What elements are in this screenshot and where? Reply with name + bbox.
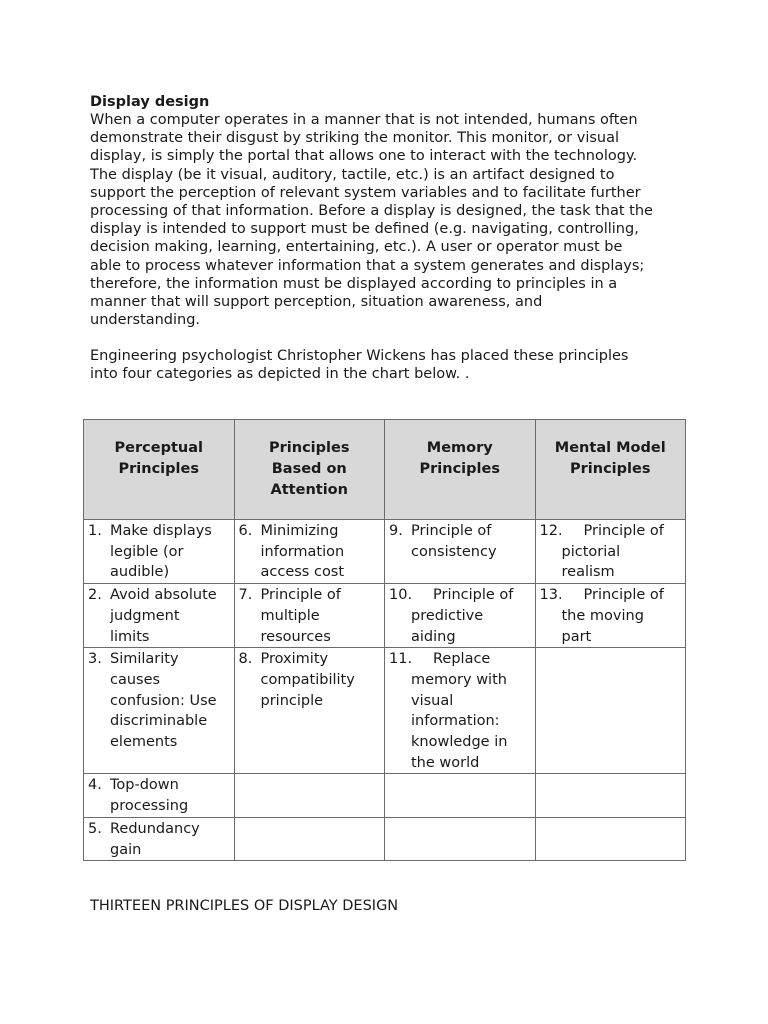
principle-text-line: the moving: [561, 607, 644, 624]
principle-text-line: multiple: [260, 607, 320, 624]
principle-item: [88, 775, 230, 816]
intro-paragraph: [90, 111, 690, 329]
principles-table: [83, 419, 686, 861]
text-line: display, is simply the portal that allows one to interact with the technology.: [90, 148, 638, 165]
principle-text-line: Principle of: [260, 587, 341, 604]
text-line: display is intended to support must be defined (e.g. navigating, controlling,: [90, 221, 639, 238]
principle-text: [110, 775, 230, 816]
principle-text-line: aiding: [411, 628, 456, 645]
principle-item: [239, 585, 381, 647]
table-cell: [535, 817, 686, 860]
table-row: [84, 584, 686, 648]
principle-text-line: knowledge in: [411, 734, 508, 751]
table-cell: [234, 520, 385, 584]
text-line: When a computer operates in a manner that is not intended, humans often: [90, 112, 638, 128]
table-cell: [535, 774, 686, 817]
principle-text-line: information:: [411, 713, 500, 730]
principle-text-line: causes: [110, 671, 161, 688]
principle-text-line: Similarity: [110, 651, 179, 668]
table-cell: [385, 520, 536, 584]
principle-text-line: information: [260, 543, 345, 560]
column-header: [84, 420, 235, 520]
text-line: The display (be it visual, auditory, tactile, etc.) is an artifact designed to: [90, 166, 615, 183]
principle-number: 6.: [238, 523, 253, 539]
principle-text-line: gain: [110, 841, 142, 858]
principle-item: [88, 819, 230, 860]
principle-number: 13.: [539, 587, 563, 604]
principle-item: [88, 585, 230, 647]
text-line: support the perception of relevant system variables and to facilitate further: [90, 184, 641, 201]
wickens-paragraph: [90, 347, 690, 383]
principle-number: 3.: [88, 651, 102, 668]
principle-number: 1.: [88, 523, 102, 539]
principle-item: [540, 585, 682, 647]
table-cell: [535, 520, 686, 584]
principle-text-line: part: [561, 628, 592, 645]
principle-number: 8.: [238, 651, 253, 668]
table-caption: THIRTEEN PRINCIPLES OF DISPLAY DESIGN: [90, 898, 399, 914]
column-header-line: Principles: [269, 440, 350, 456]
column-header: [385, 420, 536, 520]
table-cell: [385, 774, 536, 817]
principle-number: 2.: [88, 587, 102, 604]
principle-text-line: audible): [110, 564, 170, 581]
table-cell: [234, 774, 385, 817]
column-header-line: Principles: [118, 461, 199, 477]
principle-text: [561, 521, 682, 583]
table-cell: [234, 584, 385, 648]
table-row: [84, 817, 686, 860]
principle-text-line: Principle of: [583, 587, 664, 604]
principle-text-line: Replace: [433, 651, 491, 668]
principle-text: [110, 585, 230, 647]
column-header-line: Perceptual: [114, 440, 203, 456]
text-line: able to process whatever information that a system generates and displays;: [90, 257, 645, 274]
principle-text-line: Principle of: [411, 523, 492, 539]
table-row: [84, 520, 686, 584]
principle-text: [261, 521, 381, 583]
column-header-line: Memory: [426, 440, 493, 456]
principle-text: [561, 585, 682, 647]
principle-text-line: predictive: [411, 607, 484, 624]
principle-text-line: principle: [260, 692, 324, 709]
principle-text: [411, 585, 531, 647]
principle-text-line: Top-down: [110, 777, 179, 794]
text-line: demonstrate their disgust by striking the monitor. This monitor, or visual: [90, 130, 620, 147]
principle-text-line: realism: [561, 564, 615, 581]
principle-number: 5.: [88, 820, 102, 837]
text-line: understanding.: [90, 312, 201, 329]
table-cell: [535, 584, 686, 648]
column-header-line: Based on: [271, 461, 347, 477]
table-cell: [385, 584, 536, 648]
table-cell: [385, 817, 536, 860]
principle-text-line: Principle of: [583, 523, 664, 539]
principle-text-line: pictorial: [561, 543, 621, 560]
principle-item: [540, 521, 682, 583]
principle-text: [110, 819, 230, 860]
column-header-line: Mental Model: [554, 440, 666, 456]
principle-text-line: consistency: [411, 543, 497, 560]
principle-text: [110, 521, 230, 583]
column-header: [535, 420, 686, 520]
table-cell: [84, 648, 235, 774]
principle-number: 4.: [88, 777, 102, 794]
table-cell: [84, 584, 235, 648]
principle-text-line: discriminable: [110, 713, 208, 730]
principle-text-line: resources: [260, 628, 331, 645]
table-row: [84, 648, 686, 774]
table-cell: [84, 520, 235, 584]
principle-text-line: the world: [411, 754, 480, 771]
table-cell: [535, 648, 686, 774]
principle-item: [389, 521, 531, 562]
table-cell: [385, 648, 536, 774]
page-title: Display design: [90, 94, 210, 110]
principle-text-line: judgment: [110, 607, 180, 624]
principle-text-line: limits: [110, 628, 150, 645]
principle-text-line: access cost: [260, 564, 345, 581]
table-cell: [234, 648, 385, 774]
principle-text-line: Redundancy: [110, 820, 200, 837]
principle-item: [389, 585, 531, 647]
column-header-line: Attention: [270, 482, 348, 498]
principle-text-line: elements: [110, 734, 178, 751]
principle-number: 7.: [238, 587, 253, 604]
principle-text-line: compatibility: [260, 671, 355, 688]
principle-text-line: visual: [411, 692, 454, 709]
principle-text-line: memory with: [411, 671, 507, 688]
principle-item: [239, 521, 381, 583]
table-cell: [84, 817, 235, 860]
text-line: into four categories as depicted in the chart below. .: [90, 366, 470, 383]
text-line: decision making, learning, entertaining, etc.). A user or operator must be: [90, 239, 623, 256]
principle-item: [389, 649, 531, 773]
principle-number: 12.: [539, 523, 563, 539]
principle-number: 9.: [389, 523, 403, 539]
principle-item: [239, 649, 381, 711]
table-header-row: [84, 420, 686, 520]
principle-text-line: Minimizing: [260, 523, 339, 539]
column-header-line: Principles: [570, 461, 651, 477]
principle-text-line: Avoid absolute: [110, 587, 217, 604]
principle-number: 11.: [389, 651, 413, 668]
text-line: therefore, the information must be displayed according to principles in a: [90, 275, 618, 292]
text-line: processing of that information. Before a display is designed, the task that the: [90, 203, 653, 220]
text-line: manner that will support perception, situation awareness, and: [90, 294, 543, 311]
principle-text-line: Principle of: [433, 587, 514, 604]
principle-text: [110, 649, 230, 753]
table-cell: [234, 817, 385, 860]
principle-text-line: Make displays: [110, 523, 212, 539]
table-cell: [84, 774, 235, 817]
principle-text-line: legible (or: [110, 543, 184, 560]
principle-text: [261, 649, 381, 711]
principle-text: [261, 585, 381, 647]
principle-number: 10.: [389, 587, 413, 604]
principle-text-line: processing: [110, 798, 189, 815]
table-row: [84, 774, 686, 817]
column-header: [234, 420, 385, 520]
principle-text: [411, 649, 531, 773]
principle-item: [88, 521, 230, 583]
column-header-line: Principles: [419, 461, 500, 477]
principle-text: [411, 521, 531, 562]
principle-item: [88, 649, 230, 753]
text-line: Engineering psychologist Christopher Wickens has placed these principles: [90, 348, 629, 364]
principle-text-line: Proximity: [260, 651, 329, 668]
principle-text-line: confusion: Use: [110, 692, 217, 709]
